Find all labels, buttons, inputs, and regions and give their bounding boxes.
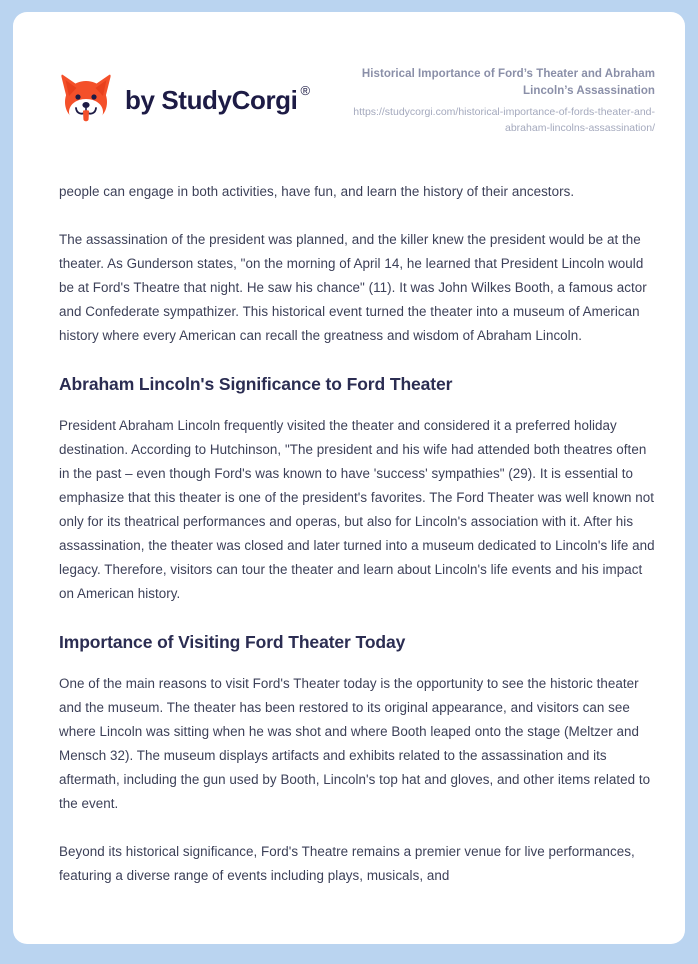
heading-importance-visiting: Importance of Visiting Ford Theater Today [59, 632, 406, 652]
brand-wordmark [125, 83, 310, 115]
corgi-face-icon [59, 72, 113, 128]
paragraph-lincoln-visits: President Abraham Lincoln frequently visited the theater and considered it a preferred holiday destination. According to Hutchinson, "The president and his wife had attended both theatres often in the past – even though Ford's was known to have 'success' sympathies" (29). It is essential to emphasize that this theater is one of the president's favorites. The Ford Theater was well known not only for its theatrical performances and operas, but also for Lincoln's association with it. After his assassination, the theater was closed and later turned into a museum dedicated to Lincoln's life and legacy. Therefore, visitors can tour the theater and learn about Lincoln's life events and his impact on American history. [59, 418, 655, 601]
paragraph-ancestors: people can engage in both activities, have fun, and learn the history of their ancestors. [59, 184, 575, 199]
paragraph-premier-venue: Beyond its historical significance, Ford's Theatre remains a premier venue for live performances, featuring a diverse range of events including plays, musicals, and [59, 844, 635, 883]
studycorgi-brand[interactable] [59, 72, 310, 128]
source-url[interactable]: https://studycorgi.com/historical-importance-of-fords-theater-and-abraham-lincolns-assassination/ [353, 106, 655, 135]
registered-trademark-icon: ® [300, 83, 310, 98]
document-page-card [13, 12, 685, 944]
paragraph-assassination-planned: The assassination of the president was planned, and the killer knew the president would be at the theater. As Gunderson states, "on the morning of April 14, he learned that President Lincoln would be at Ford's Theatre that night. He saw his chance" (11). It was John Wilkes Booth, a famous actor and Confederate sympathizer. This historical event turned the theater into a museum of American history where every American can recall the greatness and wisdom of Abraham Lincoln. [59, 232, 647, 343]
article-body [59, 180, 659, 888]
document-header [13, 12, 685, 159]
brand-wordmark-text: by StudyCorgi [125, 85, 298, 115]
heading-lincoln-significance: Abraham Lincoln's Significance to Ford Theater [59, 374, 453, 394]
paragraph-visit-today: One of the main reasons to visit Ford's Theater today is the opportunity to see the historic theater and the museum. The theater has been restored to its original appearance, and visitors can see where Lincoln was sitting when he was shot and where Booth leaped onto the stage (Meltzer and Mensch 32). The museum displays artifacts and exhibits related to the assassination and its aftermath, including the gun used by Booth, Lincoln's top hat and gloves, and other items related to the event. [59, 676, 651, 811]
page-title: Historical Importance of Ford’s Theater and Abraham Lincoln’s Assassination [361, 68, 655, 97]
header-meta [325, 66, 655, 137]
